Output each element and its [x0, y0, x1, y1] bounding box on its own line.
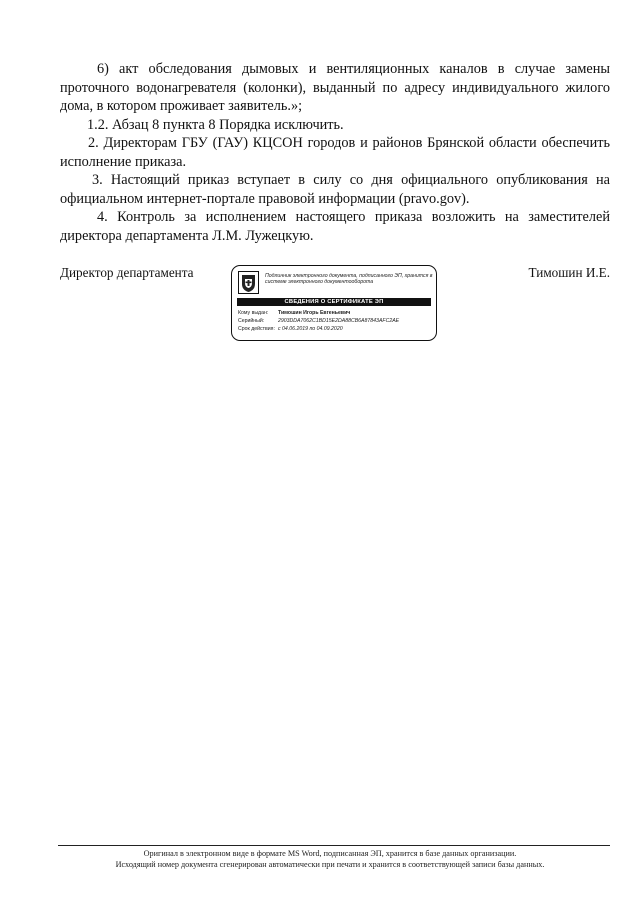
- stamp-owner-row: [238, 310, 350, 316]
- stamp-header: Подлинник электронного документа, подписанного ЭП, хранится в системе электронного документооборота: [265, 273, 433, 286]
- document-body: [60, 60, 610, 245]
- stamp-serial-label: Серийный:: [238, 318, 265, 324]
- stamp-owner-label: Кому выдан:: [238, 310, 269, 316]
- stamp-serial-value: 2903DDA7062C1BD15E2DA88CB6A87843AFC2AE: [278, 318, 400, 324]
- digital-signature-stamp: [231, 265, 437, 341]
- stamp-title-bar: СВЕДЕНИЯ О СЕРТИФИКАТЕ ЭП: [237, 298, 431, 306]
- footer-line-2: Исходящий номер документа сгенерирован автоматически при печати и хранится в соответствующей записи базы данных.: [115, 860, 545, 869]
- stamp-validity-row: [238, 326, 343, 332]
- paragraph-item-6: 6) акт обследования дымовых и вентиляционных каналов в случае замены проточного водонагревателя (колонки), выданный по адресу индивидуального жилого дома, в котором проживает заявитель.»;: [60, 61, 610, 114]
- footer-line-1: Оригинал в электронном виде в формате MS Word, подписанная ЭП, хранится в базе данных организации.: [143, 849, 517, 858]
- stamp-validity-label: Срок действия:: [238, 326, 275, 332]
- paragraph-1-2: 1.2. Абзац 8 пункта 8 Порядка исключить.: [87, 116, 344, 133]
- paragraph-4: 4. Контроль за исполнением настоящего приказа возложить на заместителей директора департамента Л.М. Лужецкую.: [60, 209, 610, 244]
- coat-of-arms-icon: [238, 271, 259, 294]
- paragraph-2: 2. Директорам ГБУ (ГАУ) КЦСОН городов и районов Брянской области обеспечить исполнение приказа.: [60, 135, 610, 170]
- footer-divider: [58, 845, 610, 846]
- paragraph-3: 3. Настоящий приказ вступает в силу со дня официального опубликования на официальном интернет-портале правовой информации (pravo.gov).: [60, 172, 610, 207]
- signer-position: Директор департамента: [60, 265, 194, 280]
- stamp-validity-value: с 04.06.2019 по 04.09.2020: [278, 326, 343, 332]
- stamp-serial-row: [238, 318, 399, 324]
- signer-name: Тимошин И.Е.: [528, 265, 610, 280]
- stamp-owner-value: Тимошин Игорь Евгеньевич: [278, 310, 351, 316]
